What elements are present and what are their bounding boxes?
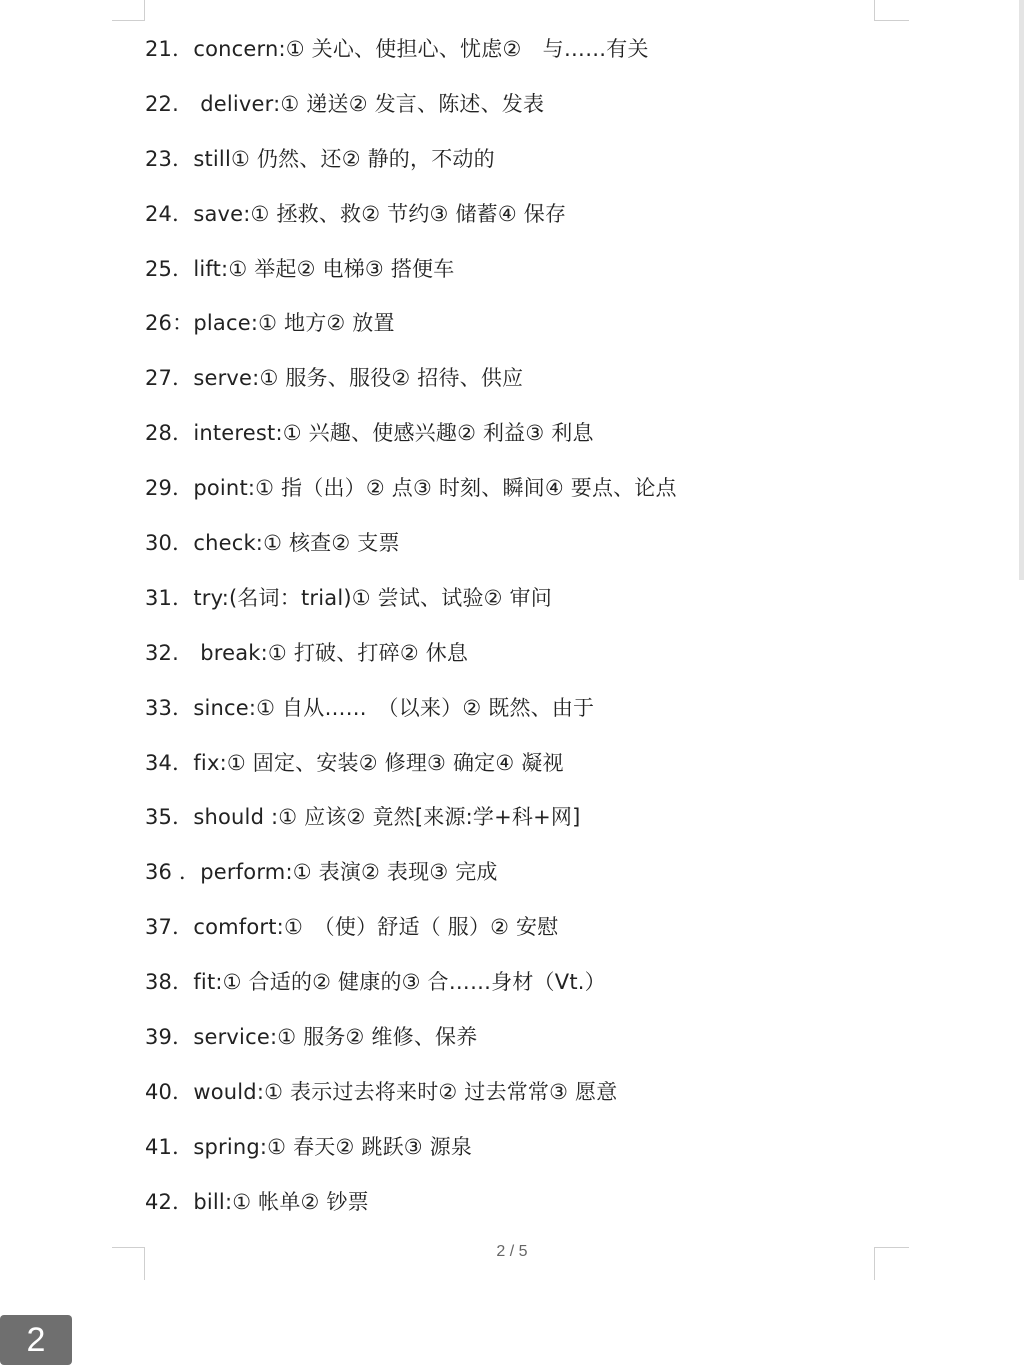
vocab-entry: 26：place:① 地方② 放置: [145, 311, 395, 336]
page-number: 2 / 5: [496, 1243, 528, 1260]
vocab-entry: 22. deliver:① 递送② 发言、陈述、发表: [145, 91, 545, 116]
vocab-entry: 39．service:① 服务② 维修、保养: [145, 1025, 478, 1050]
vocab-entry: 42．bill:① 帐单② 钞票: [145, 1189, 369, 1214]
vocabulary-list: [145, 30, 905, 1238]
vocab-entry: 41．spring:① 春天② 跳跃③ 源泉: [145, 1134, 473, 1159]
vocab-entry: 38．fit:① 合适的② 健康的③ 合……身材（Vt.）: [145, 970, 606, 995]
vocab-entry: 29．point:① 指（出）② 点③ 时刻、瞬间④ 要点、论点: [145, 476, 677, 501]
vocab-entry: 36 ．perform:① 表演② 表现③ 完成: [145, 860, 498, 885]
crop-mark-top-left: [112, 0, 145, 21]
vocab-entry: 27．serve:① 服务、服役② 招待、供应: [145, 366, 524, 391]
vocab-entry: 24．save:① 拯救、救② 节约③ 储蓄④ 保存: [145, 201, 567, 226]
vocab-entry: 33．since:① 自从…… （以来）② 既然、由于: [145, 695, 595, 720]
page-index-badge: 2: [0, 1315, 72, 1365]
vocab-entry: 31．try:(名词：trial)① 尝试、试验② 审问: [145, 585, 552, 610]
vocab-entry: 21．concern:① 关心、使担心、忧虑② 与……有关: [145, 37, 649, 61]
vocab-entry: 25．lift:① 举起② 电梯③ 搭便车: [145, 256, 455, 281]
vocab-entry: 34．fix:① 固定、安装② 修理③ 确定④ 凝视: [145, 750, 564, 775]
crop-mark-top-right: [874, 0, 909, 21]
scrollbar-edge[interactable]: [1019, 0, 1024, 580]
vocab-entry: 35．should :① 应该② 竟然[来源:学+科+网]: [145, 805, 581, 830]
vocab-entry: 28．interest:① 兴趣、使感兴趣② 利益③ 利息: [145, 421, 594, 446]
vocab-entry: 37．comfort:① （使）舒适（ 服）② 安慰: [145, 915, 559, 940]
vocab-entry: 32. break:① 打破、打碎② 休息: [145, 640, 469, 665]
vocab-entry: 30．check:① 核查② 支票: [145, 531, 400, 556]
vocab-entry: 40．would:① 表示过去将来时② 过去常常③ 愿意: [145, 1079, 618, 1104]
vocab-entry: 23．still① 仍然、还② 静的，不动的: [145, 146, 495, 171]
